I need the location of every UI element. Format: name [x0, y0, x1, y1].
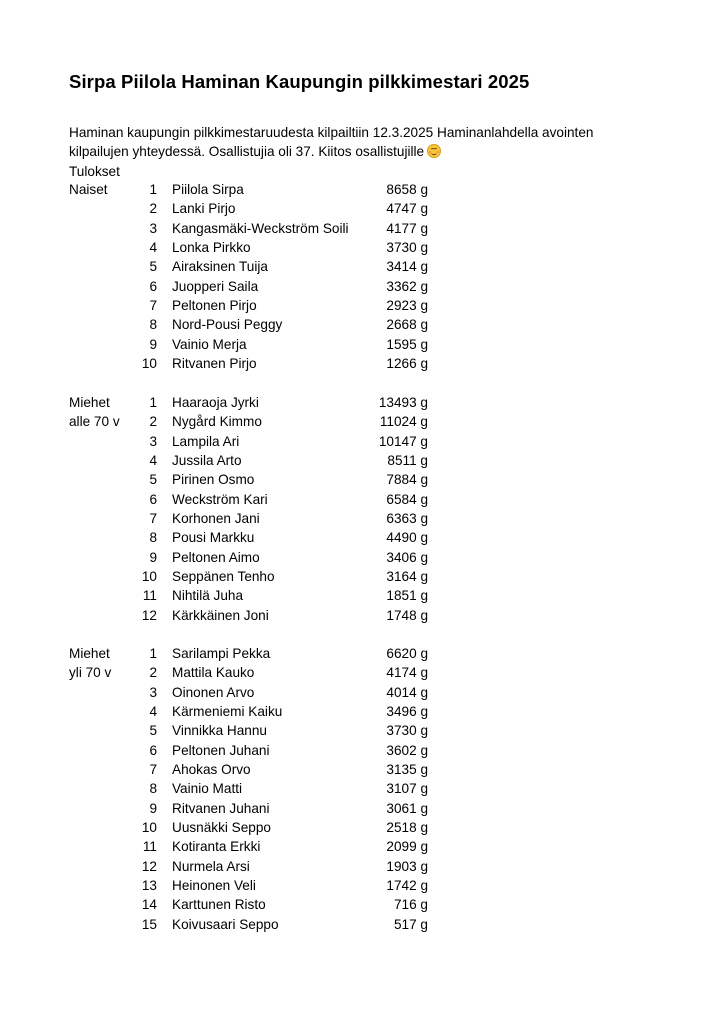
- catch-weight: 3362 g: [386, 278, 428, 294]
- result-row: [69, 721, 449, 740]
- rank-number: 7: [149, 298, 157, 314]
- result-row: [69, 857, 449, 876]
- result-row: [69, 586, 449, 605]
- catch-weight: 3406 g: [386, 549, 428, 565]
- result-row: [69, 876, 449, 895]
- rank-number: 4: [149, 453, 157, 469]
- catch-weight: 6584 g: [386, 491, 428, 507]
- result-row: [69, 528, 449, 547]
- result-row: [69, 296, 449, 315]
- competitor-name: Peltonen Aimo: [172, 549, 260, 565]
- result-row: [69, 683, 449, 702]
- rank-number: 15: [141, 916, 157, 932]
- catch-weight: 7884 g: [386, 472, 428, 488]
- catch-weight: 1266 g: [386, 356, 428, 372]
- result-row: [69, 799, 449, 818]
- competitor-name: Karttunen Risto: [172, 897, 266, 913]
- competitor-name: Sarilampi Pekka: [172, 646, 271, 661]
- rank-number: 7: [149, 762, 157, 778]
- result-row: [69, 895, 449, 914]
- rank-number: 3: [149, 684, 157, 700]
- rank-number: 8: [149, 781, 157, 797]
- category-label: yli 70 v: [69, 665, 112, 681]
- competitor-name: Nihtilä Juha: [172, 588, 244, 604]
- competitor-name: Oinonen Arvo: [172, 684, 255, 700]
- result-row: [69, 257, 449, 276]
- category-label: Miehet: [69, 395, 110, 410]
- competitor-name: Ahokas Orvo: [172, 762, 251, 778]
- rank-number: 2: [149, 414, 157, 430]
- competitor-name: Weckström Kari: [172, 491, 268, 507]
- competitor-name: Vainio Matti: [172, 781, 243, 797]
- category-label: alle 70 v: [69, 414, 120, 430]
- competitor-name: Kärkkäinen Joni: [172, 607, 269, 623]
- results-section-women: [69, 180, 449, 373]
- competitor-name: Peltonen Juhani: [172, 742, 270, 758]
- result-row: [69, 702, 449, 721]
- rank-number: 11: [142, 588, 157, 604]
- intro-text: Haminan kaupungin pilkkimestaruudesta kilpailtiin 12.3.2025 Haminanlahdella avointen kilpailujen yhteydessä. Osallistujia oli 37. Kiitos osallistujille: [69, 125, 594, 160]
- rank-number: 10: [141, 356, 157, 372]
- rank-number: 9: [149, 800, 157, 816]
- result-row: [69, 451, 449, 470]
- rank-number: 5: [149, 259, 157, 275]
- competitor-name: Vainio Merja: [172, 336, 247, 352]
- rank-number: 2: [149, 201, 157, 217]
- rank-number: 4: [149, 704, 157, 720]
- rank-number: 12: [141, 607, 157, 623]
- catch-weight: 3730 g: [386, 240, 428, 256]
- category-label: Miehet: [69, 646, 110, 661]
- competitor-name: Airaksinen Tuija: [172, 259, 268, 275]
- catch-weight: 1742 g: [386, 878, 428, 894]
- competitor-name: Koivusaari Seppo: [172, 916, 279, 932]
- catch-weight: 6363 g: [386, 511, 428, 527]
- result-row: [69, 760, 449, 779]
- result-row: [69, 470, 449, 489]
- catch-weight: 4747 g: [386, 201, 428, 217]
- catch-weight: 3602 g: [386, 742, 428, 758]
- rank-number: 3: [149, 220, 157, 236]
- catch-weight: 517 g: [393, 916, 428, 932]
- catch-weight: 13493 g: [378, 395, 428, 410]
- catch-weight: 2668 g: [386, 317, 428, 333]
- competitor-name: Lanki Pirjo: [172, 201, 236, 217]
- rank-number: 12: [141, 858, 157, 874]
- intro-block: [69, 123, 649, 181]
- result-row: [69, 644, 449, 663]
- intro-paragraph: [69, 123, 649, 162]
- category-label: Naiset: [69, 182, 108, 197]
- result-row: [69, 490, 449, 509]
- document-title: Sirpa Piilola Haminan Kaupungin pilkkimestari 2025: [69, 71, 530, 92]
- catch-weight: 2923 g: [386, 298, 428, 314]
- rank-number: 10: [141, 569, 157, 585]
- catch-weight: 3730 g: [386, 723, 428, 739]
- competitor-name: Haaraoja Jyrki: [172, 395, 259, 410]
- competitor-name: Vinnikka Hannu: [172, 723, 267, 739]
- rank-number: 10: [141, 820, 157, 836]
- results-heading: Tulokset: [69, 163, 120, 179]
- catch-weight: 8511 g: [387, 453, 428, 469]
- competitor-name: Juopperi Saila: [172, 278, 259, 294]
- rank-number: 2: [149, 665, 157, 681]
- catch-weight: 3107 g: [386, 781, 428, 797]
- competitor-name: Pirinen Osmo: [172, 472, 255, 488]
- competitor-name: Uusnäkki Seppo: [172, 820, 271, 836]
- catch-weight: 3496 g: [386, 704, 428, 720]
- rank-number: 14: [141, 897, 157, 913]
- catch-weight: 716 g: [393, 897, 428, 913]
- catch-weight: 11024 g: [379, 414, 428, 430]
- rank-number: 7: [149, 511, 157, 527]
- catch-weight: 10147 g: [378, 433, 428, 449]
- competitor-name: Kotiranta Erkki: [172, 839, 261, 855]
- rank-number: 4: [149, 240, 157, 256]
- rank-number: 6: [149, 278, 157, 294]
- competitor-name: Seppänen Tenho: [172, 569, 275, 585]
- result-row: [69, 335, 449, 354]
- competitor-name: Jussila Arto: [172, 453, 242, 469]
- rank-number: 1: [149, 646, 157, 661]
- result-row: [69, 199, 449, 218]
- result-row: [69, 354, 449, 373]
- rank-number: 1: [149, 182, 157, 197]
- competitor-name: Nord-Pousi Peggy: [172, 317, 283, 333]
- catch-weight: 3414 g: [386, 259, 428, 275]
- catch-weight: 3135 g: [386, 762, 428, 778]
- catch-weight: 2518 g: [386, 820, 428, 836]
- rank-number: 11: [142, 839, 157, 855]
- rank-number: 9: [149, 549, 157, 565]
- rank-number: 9: [149, 336, 157, 352]
- catch-weight: 4490 g: [386, 530, 428, 546]
- rank-number: 1: [149, 395, 157, 410]
- smiling-face-icon: [427, 144, 441, 158]
- result-row: [69, 741, 449, 760]
- catch-weight: 6620 g: [386, 646, 428, 661]
- result-row: [69, 412, 449, 431]
- result-row: [69, 432, 449, 451]
- catch-weight: 1903 g: [386, 858, 428, 874]
- result-row: [69, 663, 449, 682]
- competitor-name: Nygård Kimmo: [172, 414, 262, 430]
- catch-weight: 4177 g: [386, 220, 428, 236]
- catch-weight: 3061 g: [386, 800, 428, 816]
- result-row: [69, 915, 449, 934]
- result-row: [69, 219, 449, 238]
- result-row: [69, 818, 449, 837]
- competitor-name: Peltonen Pirjo: [172, 298, 257, 314]
- competitor-name: Piilola Sirpa: [172, 182, 244, 197]
- result-row: [69, 606, 449, 625]
- rank-number: 5: [149, 723, 157, 739]
- result-row: [69, 548, 449, 567]
- catch-weight: 8658 g: [386, 182, 428, 197]
- competitor-name: Korhonen Jani: [172, 511, 260, 527]
- catch-weight: 4014 g: [386, 684, 428, 700]
- rank-number: 8: [149, 530, 157, 546]
- result-row: [69, 315, 449, 334]
- rank-number: 6: [149, 742, 157, 758]
- catch-weight: 1748 g: [386, 607, 428, 623]
- competitor-name: Lonka Pirkko: [172, 240, 251, 256]
- result-row: [69, 238, 449, 257]
- result-row: [69, 393, 449, 412]
- competitor-name: Ritvanen Pirjo: [172, 356, 257, 372]
- competitor-name: Ritvanen Juhani: [172, 800, 270, 816]
- catch-weight: 1595 g: [386, 336, 428, 352]
- competitor-name: Heinonen Veli: [172, 878, 256, 894]
- competitor-name: Kärmeniemi Kaiku: [172, 704, 283, 720]
- competitor-name: Mattila Kauko: [172, 665, 255, 681]
- result-row: [69, 180, 449, 199]
- result-row: [69, 567, 449, 586]
- result-row: [69, 277, 449, 296]
- rank-number: 5: [149, 472, 157, 488]
- competitor-name: Kangasmäki-Weckström Soili: [172, 220, 349, 236]
- result-row: [69, 509, 449, 528]
- results-section-men-over-70: [69, 644, 449, 934]
- rank-number: 8: [149, 317, 157, 333]
- rank-number: 6: [149, 491, 157, 507]
- catch-weight: 2099 g: [386, 839, 428, 855]
- rank-number: 3: [149, 433, 157, 449]
- catch-weight: 3164 g: [386, 569, 428, 585]
- result-row: [69, 779, 449, 798]
- competitor-name: Pousi Markku: [172, 530, 255, 546]
- competitor-name: Nurmela Arsi: [172, 858, 250, 874]
- results-section-men-under-70: [69, 393, 449, 625]
- catch-weight: 4174 g: [386, 665, 428, 681]
- catch-weight: 1851 g: [386, 588, 428, 604]
- competitor-name: Lampila Ari: [172, 433, 240, 449]
- result-row: [69, 837, 449, 856]
- rank-number: 13: [141, 878, 157, 894]
